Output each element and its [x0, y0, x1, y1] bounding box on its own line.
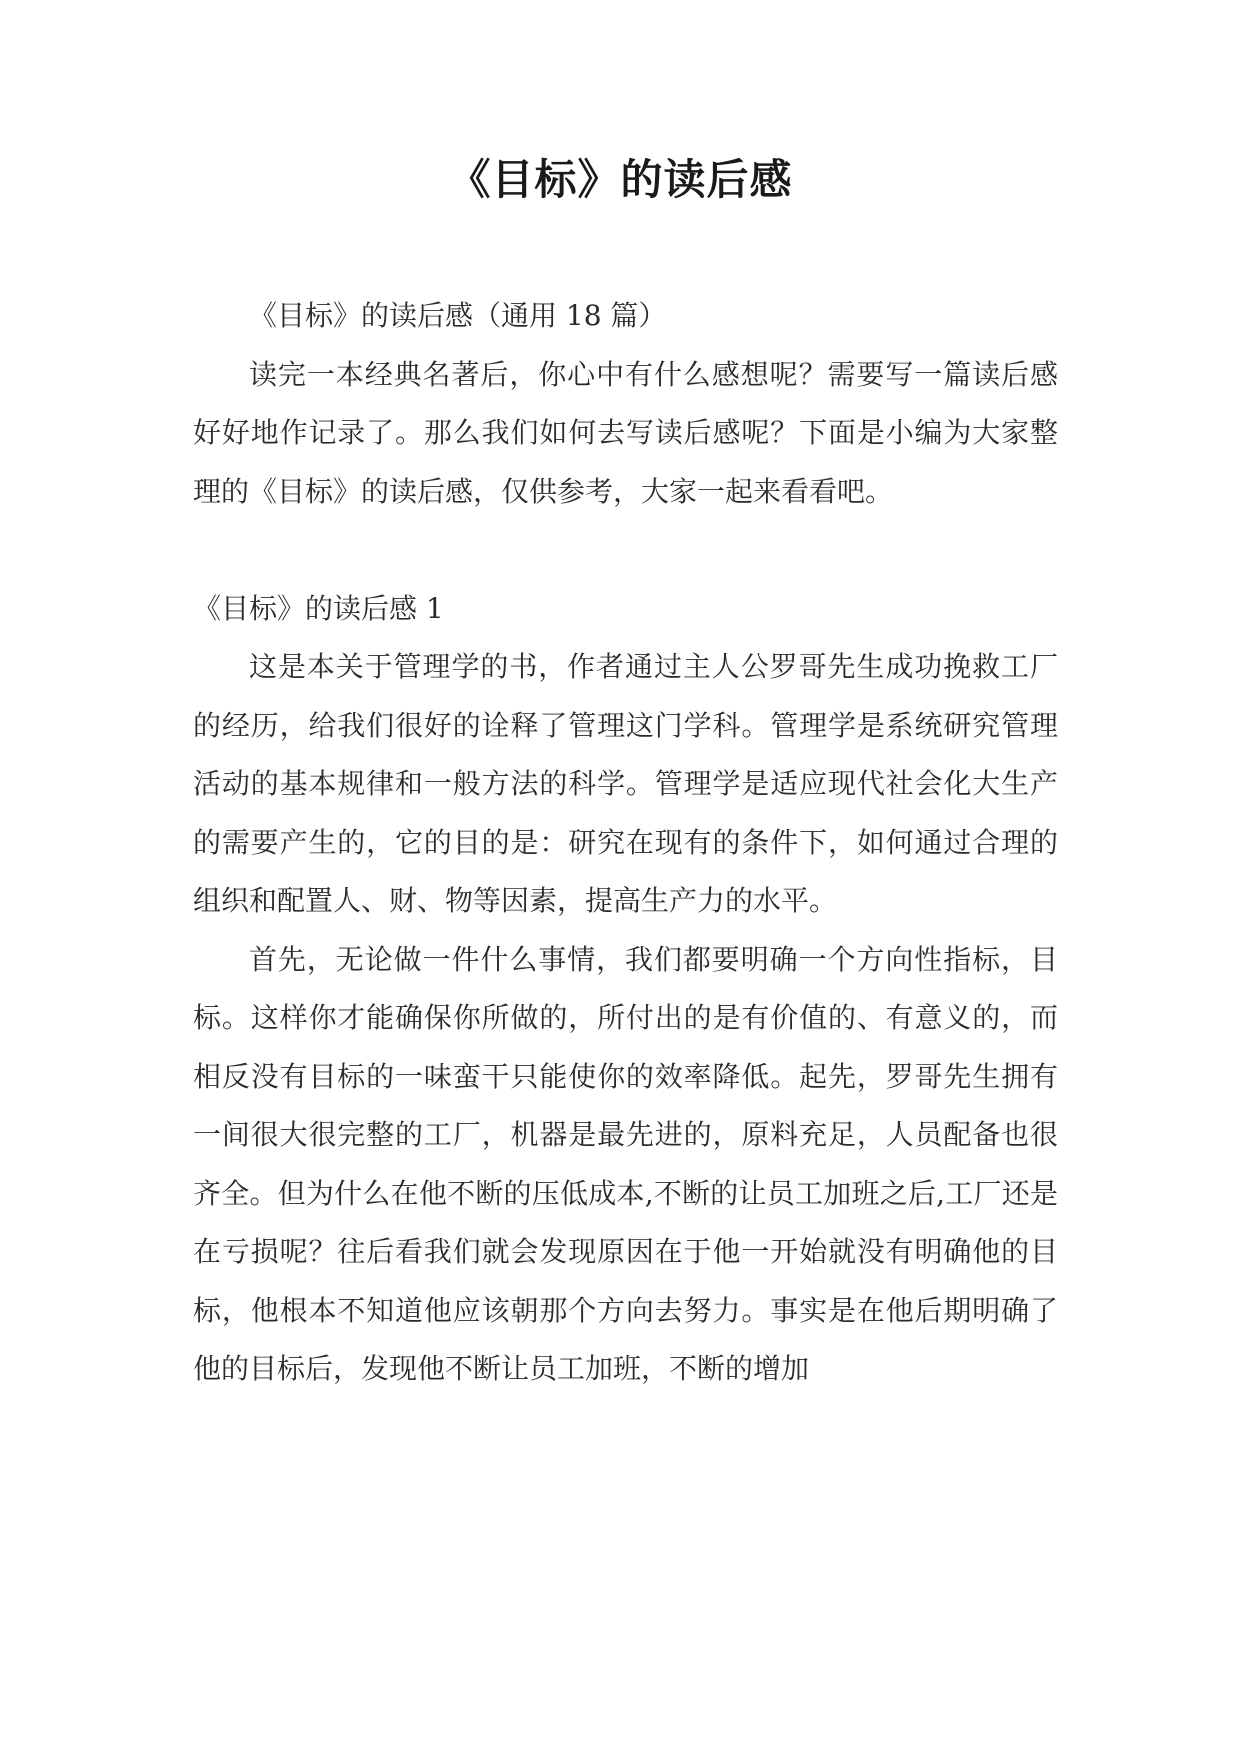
document-subtitle: 《目标》的读后感（通用 18 篇） [249, 299, 667, 332]
intro-paragraph: 读完一本经典名著后，你心中有什么感想呢？需要写一篇读后感好好地作记录了。那么我们如何去写读后感呢？下面是小编为大家整理的《目标》的读后感，仅供参考，大家一起来看看吧。 [193, 357, 1058, 508]
document-title: 《目标》的读后感 [448, 155, 793, 204]
section-heading: 《目标》的读后感 1 [193, 591, 444, 625]
section-paragraph: 这是本关于管理学的书，作者通过主人公罗哥先生成功挽救工厂的经历，给我们很好的诠释了管理这门学科。管理学是系统研究管理活动的基本规律和一般方法的科学。管理学是适应现代社会化大生产的需要产生的，它的目的是：研究在现有的条件下，如何通过合理的组织和配置人、财、物等因素，提高生产力的水平。 [193, 650, 1058, 917]
document-body [193, 287, 1058, 1399]
section-paragraph: 首先，无论做一件什么事情，我们都要明确一个方向性指标，目标。这样你才能确保你所做的，所付出的是有价值的、有意义的，而相反没有目标的一味蛮干只能使你的效率降低。起先，罗哥先生拥有一间很大很完整的工厂，机器是最先进的，原料充足，人员配备也很齐全。但为什么在他不断的压低成本,不断的让员工加班之后,工厂还是在亏损呢？往后看我们就会发现原因在于他一开始就没有明确他的目标，他根本不知道他应该朝那个方向去努力。事实是在他后期明确了他的目标后，发现他不断让员工加班，不断的增加 [193, 942, 1058, 1385]
